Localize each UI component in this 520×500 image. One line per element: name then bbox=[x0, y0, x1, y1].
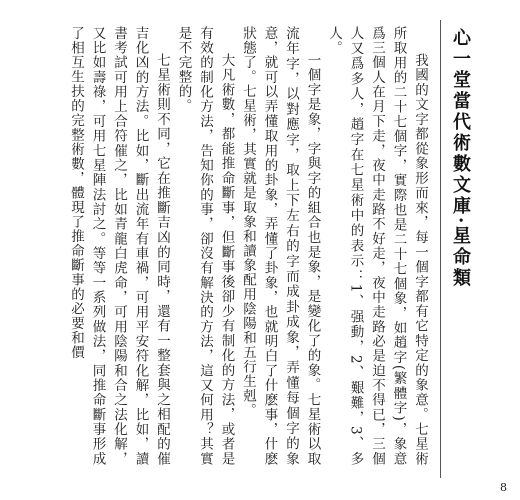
series-title: 心一堂當代術數文庫·星命類 bbox=[450, 28, 471, 290]
paragraph: 一個字是象，字與字的組合也是象，是變化了的象。七星術以取流年字，以對應字，取上下左右的字而成卦成象，弄懂每個字的象意，就可以弄懂取用的卦象，弄懂了卦象，也就明白了什麽事，什麽狀態了。七星術，其實就是取象和讀象配用陰陽和五行生剋。 bbox=[240, 26, 321, 466]
paragraph: 大凡術數，都能推命斷事，但斷事後卻少有制化的方法，或者是有效的制化方法，告知你的事，卻沒有解決的方法，這又何用？其實是不完整的。 bbox=[175, 26, 235, 466]
paragraph: 我國的文字都從象形而來，每一個字都有它特定的象意。七星術所取用的二十七個字，實際也是二十七個象，如趙字(繁體字)，象意爲三個人在月下走，夜中走路不好走，夜中走路必是迫不得已，三個人又爲多人，趙字在七星術中的表示：1、强動，2、艱難，3、多人。 bbox=[326, 26, 428, 466]
header-divider bbox=[440, 20, 441, 478]
page-number: 8 bbox=[500, 481, 507, 494]
paragraph: 七星術則不同，它在推斷吉凶的同時，還有一整套與之相配的催吉化凶的方法。比如，斷出流年有車禍，可用平安符化解，比如，讀書考試可用上合符催之，比如青龍白虎命，可用陰陽和合之法化解，又比如壽祿，可用七星陣法討之。等等一系列做法，同推命斷事形成了相互生扶的完整術數，體現了推命斷事的必要和價 bbox=[68, 26, 170, 466]
body-text bbox=[68, 26, 430, 466]
